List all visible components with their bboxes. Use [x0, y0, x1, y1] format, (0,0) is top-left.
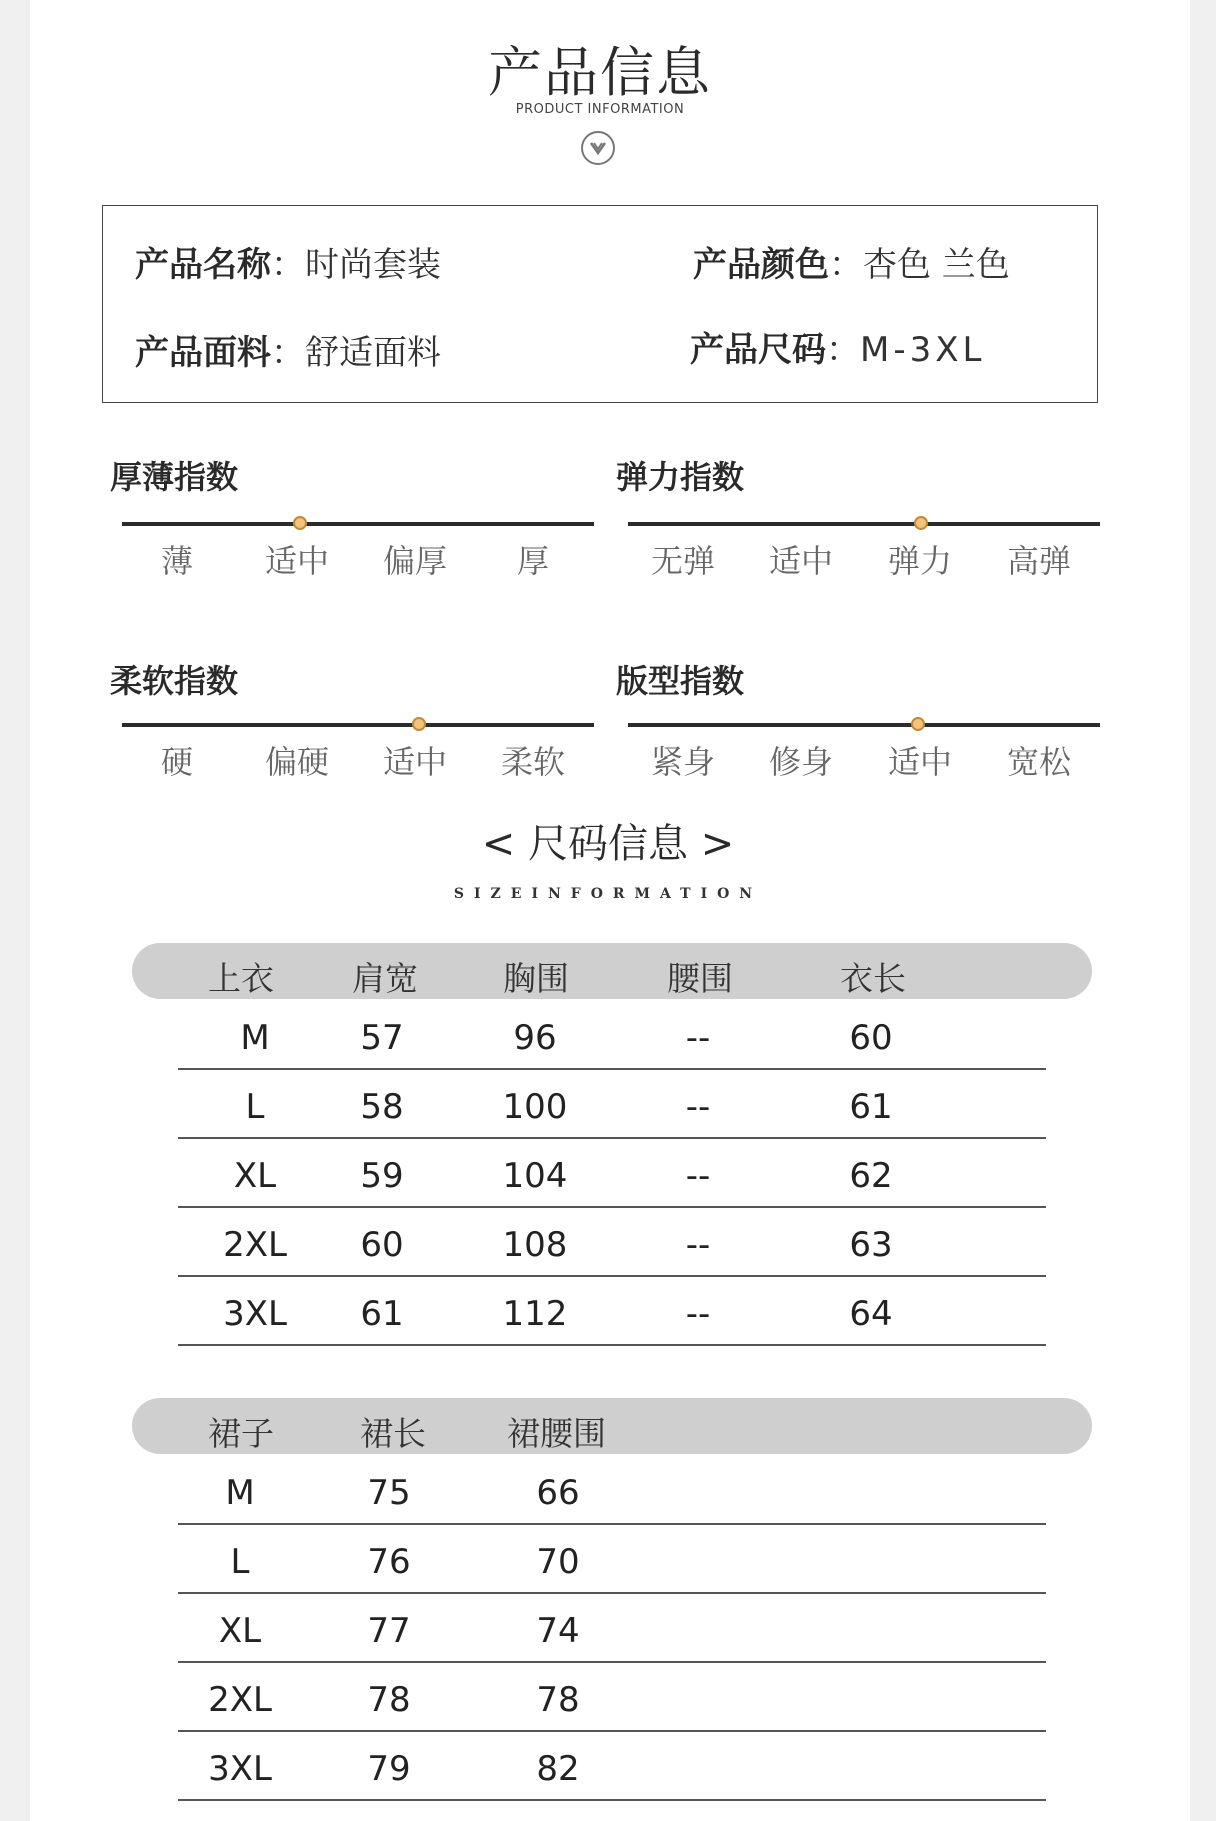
softness-label: 适中	[382, 743, 447, 781]
table-cell: XL	[233, 1156, 277, 1196]
elasticity-label: 无弹	[650, 542, 715, 580]
table-cell: 60	[360, 1225, 404, 1265]
softness-marker	[412, 717, 426, 731]
product-name-value: 时尚套装	[305, 245, 441, 285]
top-col-header: 肩宽	[352, 959, 418, 998]
table-cell: 61	[360, 1294, 404, 1334]
table-row-divider	[178, 1206, 1046, 1208]
table-cell: XL	[218, 1611, 262, 1651]
page-subtitle: PRODUCT INFORMATION	[515, 102, 685, 117]
softness-label: 柔软	[500, 743, 565, 781]
skirt-col-header: 裙腰围	[507, 1414, 606, 1453]
product-size-row	[690, 322, 985, 371]
elasticity-index-title: 弹力指数	[616, 458, 745, 496]
table-cell: 96	[513, 1018, 557, 1058]
table-cell: 3XL	[223, 1294, 287, 1334]
separator: ：	[829, 245, 863, 285]
top-table-header	[132, 943, 1092, 999]
table-cell: M	[240, 1018, 270, 1058]
table-cell: --	[685, 1294, 711, 1334]
elasticity-marker	[914, 516, 928, 530]
table-cell: 78	[367, 1680, 411, 1720]
fit-scale-line	[628, 723, 1100, 727]
table-cell: 64	[849, 1294, 893, 1334]
table-cell: --	[685, 1156, 711, 1196]
product-color-row	[693, 237, 1010, 286]
table-cell: --	[685, 1018, 711, 1058]
product-fabric-label: 产品面料	[135, 333, 271, 373]
table-row-divider	[178, 1730, 1046, 1732]
size-section-title: < 尺码信息 >	[481, 821, 735, 867]
top-col-header: 胸围	[503, 959, 569, 998]
fit-label: 修身	[768, 743, 833, 781]
elasticity-label: 适中	[768, 542, 833, 580]
softness-scale-line	[122, 723, 594, 727]
skirt-col-header: 裙长	[360, 1414, 426, 1453]
table-cell: 66	[536, 1473, 580, 1513]
table-cell: 79	[367, 1749, 411, 1789]
softness-index-title: 柔软指数	[110, 662, 239, 700]
thickness-label: 偏厚	[382, 542, 447, 580]
table-cell: 74	[536, 1611, 580, 1651]
table-cell: 112	[502, 1294, 568, 1334]
thickness-scale-line	[122, 522, 594, 526]
table-cell: 100	[502, 1087, 568, 1127]
thickness-label: 厚	[516, 542, 549, 580]
table-cell: 108	[502, 1225, 568, 1265]
fit-label: 紧身	[650, 743, 715, 781]
table-row-divider	[178, 1661, 1046, 1663]
product-fabric-value: 舒适面料	[305, 333, 441, 373]
table-cell: --	[685, 1225, 711, 1265]
table-cell: 59	[360, 1156, 404, 1196]
product-color-label: 产品颜色	[693, 245, 829, 285]
fit-index-title: 版型指数	[616, 662, 745, 700]
table-cell: 104	[502, 1156, 568, 1196]
thickness-label: 薄	[160, 542, 193, 580]
table-cell: 2XL	[223, 1225, 287, 1265]
product-color-value: 杏色 兰色	[863, 245, 1010, 285]
top-col-header: 腰围	[667, 959, 733, 998]
product-size-value: M-3XL	[860, 330, 986, 370]
table-cell: M	[225, 1473, 255, 1513]
thickness-index-title: 厚薄指数	[110, 458, 239, 496]
table-cell: 75	[367, 1473, 411, 1513]
size-section-subtitle: SIZEINFORMATION	[453, 886, 763, 902]
table-cell: 62	[849, 1156, 893, 1196]
table-cell: L	[230, 1542, 250, 1582]
elasticity-scale-line	[628, 522, 1100, 526]
table-cell: 82	[536, 1749, 580, 1789]
page-title: 产品信息	[488, 41, 712, 104]
table-row-divider	[178, 1275, 1046, 1277]
chevron-down-circle-icon	[580, 130, 616, 166]
table-cell: 2XL	[208, 1680, 272, 1720]
fit-label: 适中	[887, 743, 952, 781]
table-cell: --	[685, 1087, 711, 1127]
product-name-row	[135, 237, 441, 286]
thickness-marker	[293, 516, 307, 530]
fit-marker	[911, 717, 925, 731]
table-cell: 58	[360, 1087, 404, 1127]
skirt-col-header: 裙子	[208, 1414, 274, 1453]
table-row-divider	[178, 1523, 1046, 1525]
table-cell: 61	[849, 1087, 893, 1127]
product-name-label: 产品名称	[135, 245, 271, 285]
table-cell: 63	[849, 1225, 893, 1265]
table-cell: 60	[849, 1018, 893, 1058]
softness-label: 硬	[160, 743, 193, 781]
skirt-table-header	[132, 1398, 1092, 1454]
elasticity-label: 弹力	[887, 542, 952, 580]
elasticity-label: 高弹	[1006, 542, 1071, 580]
separator: ：	[271, 245, 305, 285]
table-row-divider	[178, 1137, 1046, 1139]
top-col-header: 上衣	[208, 959, 274, 998]
table-cell: 57	[360, 1018, 404, 1058]
softness-label: 偏硬	[264, 743, 329, 781]
separator: ：	[826, 330, 860, 370]
table-row-divider	[178, 1344, 1046, 1346]
product-size-label: 产品尺码	[690, 330, 826, 370]
table-cell: 77	[367, 1611, 411, 1651]
table-row-divider	[178, 1799, 1046, 1801]
table-cell: 3XL	[208, 1749, 272, 1789]
top-col-header: 衣长	[840, 959, 906, 998]
product-fabric-row	[135, 325, 441, 374]
table-cell: 76	[367, 1542, 411, 1582]
table-cell: 78	[536, 1680, 580, 1720]
thickness-label: 适中	[264, 542, 329, 580]
separator: ：	[271, 333, 305, 373]
table-row-divider	[178, 1592, 1046, 1594]
fit-label: 宽松	[1006, 743, 1071, 781]
table-cell: 70	[536, 1542, 580, 1582]
table-cell: L	[245, 1087, 265, 1127]
table-row-divider	[178, 1068, 1046, 1070]
